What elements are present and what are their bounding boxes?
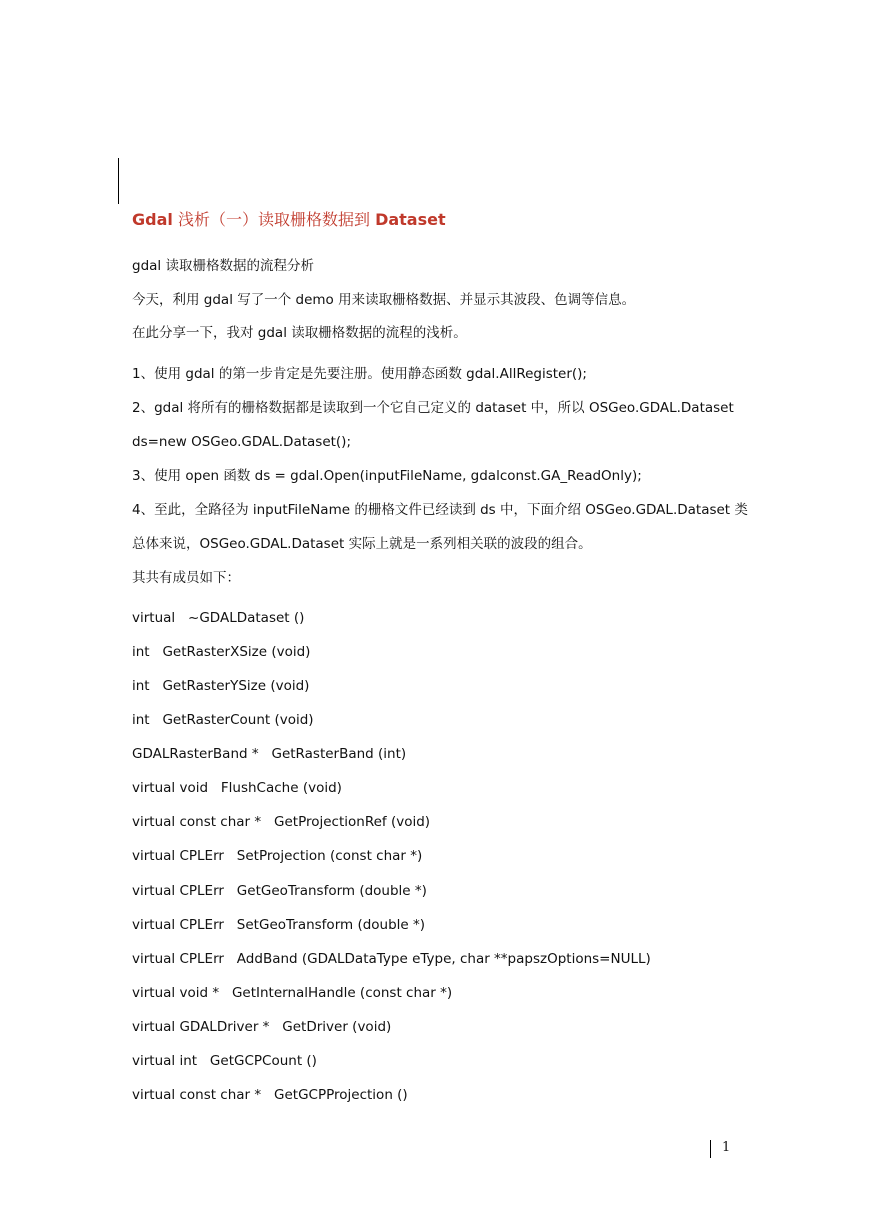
paragraph-subtitle: gdal 读取栅格数据的流程分析 — [132, 258, 314, 274]
member-item: virtual GDALDriver * GetDriver (void) — [132, 1019, 392, 1035]
paragraph-step-2: 2、gdal 将所有的栅格数据都是读取到一个它自己定义的 dataset 中，所以 OSGeo.GDAL.Dataset — [132, 400, 734, 416]
member-item: virtual ~GDALDataset () — [132, 610, 305, 626]
title-part-gdal: Gdal — [132, 210, 173, 229]
page-number: 1 — [722, 1140, 731, 1155]
margin-marker-line — [118, 158, 119, 204]
paragraph-step-4: 4、至此，全路径为 inputFileName 的栅格文件已经读到 ds 中，下面介绍 OSGeo.GDAL.Dataset 类 — [132, 502, 748, 518]
member-item: virtual CPLErr SetProjection (const char *) — [132, 848, 423, 864]
member-item: GDALRasterBand * GetRasterBand (int) — [132, 746, 407, 762]
paragraph-share: 在此分享一下，我对 gdal 读取栅格数据的流程的浅析。 — [132, 325, 467, 341]
member-item: virtual CPLErr SetGeoTransform (double *) — [132, 917, 426, 933]
paragraph-step-2-code: ds=new OSGeo.GDAL.Dataset(); — [132, 434, 351, 450]
member-item: virtual int GetGCPCount () — [132, 1053, 317, 1069]
member-item: int GetRasterCount (void) — [132, 712, 314, 728]
member-item: virtual CPLErr AddBand (GDALDataType eType, char **papszOptions=NULL) — [132, 951, 651, 967]
member-item: virtual void FlushCache (void) — [132, 780, 342, 796]
member-item: int GetRasterXSize (void) — [132, 644, 311, 660]
document-title — [132, 208, 772, 232]
paragraph-step-1: 1、使用 gdal 的第一步肯定是先要注册。使用静态函数 gdal.AllRegister(); — [132, 366, 587, 382]
title-part-dataset: Dataset — [375, 210, 446, 229]
member-item: virtual const char * GetProjectionRef (void) — [132, 814, 431, 830]
paragraph-members-intro: 其共有成员如下： — [132, 570, 240, 586]
paragraph-step-3: 3、使用 open 函数 ds = gdal.Open(inputFileName, gdalconst.GA_ReadOnly); — [132, 468, 642, 484]
member-item: virtual CPLErr GetGeoTransform (double *) — [132, 883, 427, 899]
document-body — [132, 208, 772, 1103]
paragraph-summary: 总体来说，OSGeo.GDAL.Dataset 实际上就是一系列相关联的波段的组合。 — [132, 536, 592, 552]
member-item: virtual const char * GetGCPProjection () — [132, 1087, 408, 1103]
title-part-middle: 浅析（一）读取栅格数据到 — [172, 210, 376, 229]
footer-divider-line — [710, 1140, 711, 1158]
paragraph-intro: 今天，利用 gdal 写了一个 demo 用来读取栅格数据、并显示其波段、色调等信息。 — [132, 292, 636, 308]
member-item: virtual void * GetInternalHandle (const char *) — [132, 985, 453, 1001]
member-item: int GetRasterYSize (void) — [132, 678, 310, 694]
